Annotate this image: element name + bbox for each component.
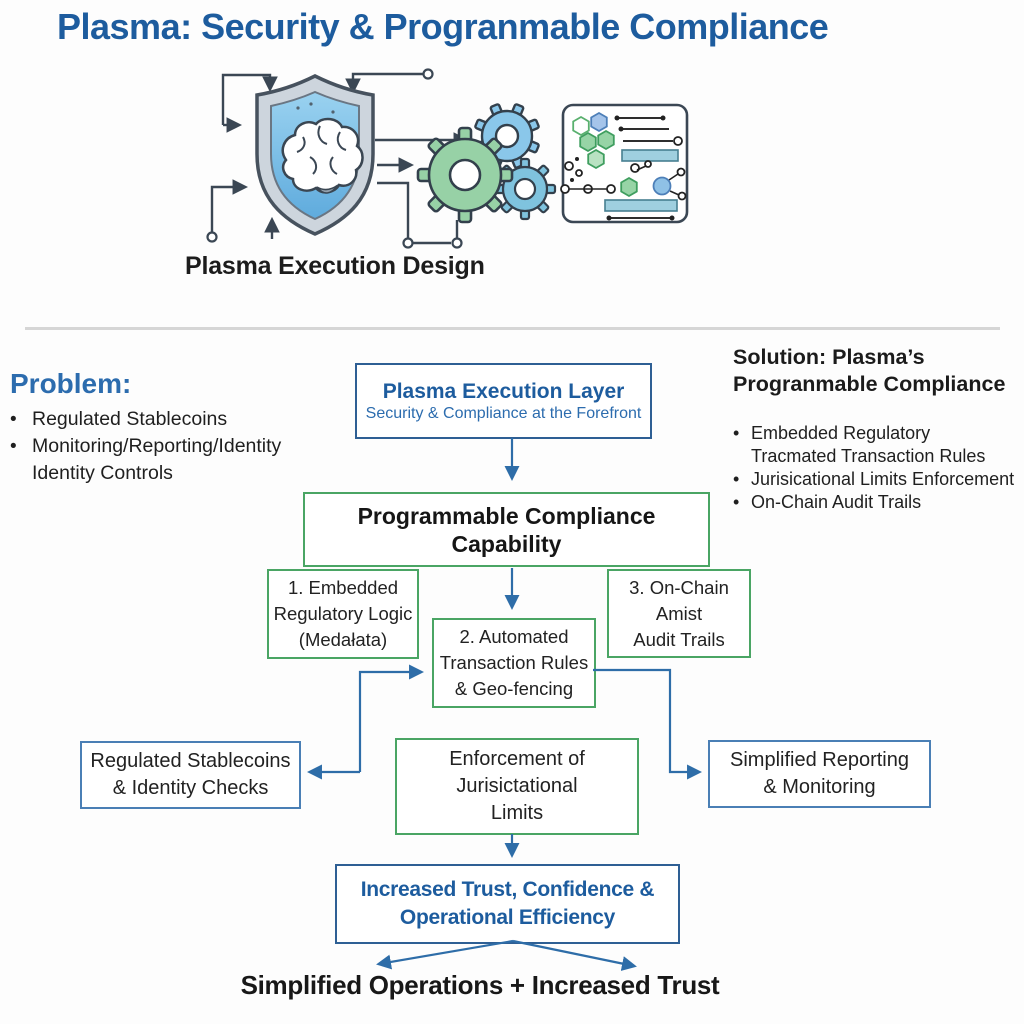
outcome-line: Enforcement of xyxy=(449,748,585,770)
step-line: Amist xyxy=(655,602,703,624)
outcome-line: Jurisictational xyxy=(456,775,578,797)
step-3-box xyxy=(607,569,751,658)
step-1-box xyxy=(267,569,419,659)
outcome-line: & Monitoring xyxy=(763,776,876,798)
footer-text: Simplified Operations + Increased Trust xyxy=(240,970,720,1000)
problem-section xyxy=(10,368,340,487)
bullet-text: Identity Controls xyxy=(32,462,173,484)
arrow-result-right xyxy=(513,941,634,966)
problem-heading: Problem: xyxy=(10,368,132,399)
bullet-dot: • xyxy=(10,409,17,430)
step-line: Transaction Rules xyxy=(439,652,589,673)
outcome-line: Regulated Stablecoins xyxy=(90,750,291,772)
bullet-dot: • xyxy=(733,423,740,443)
problem-bullet xyxy=(10,406,340,433)
solution-bullet xyxy=(733,422,1024,468)
outcome-reporting-box xyxy=(708,740,931,808)
bullet-text: Tracmated Transaction Rules xyxy=(751,446,986,466)
step-line: Regulatory Logic xyxy=(273,603,413,624)
step-line: 2. Automated xyxy=(459,626,569,647)
result-box xyxy=(335,864,680,944)
capability-line: Programmable Compliance xyxy=(357,502,656,529)
section-divider xyxy=(25,327,1000,330)
execution-layer-subtitle: Security & Compliance at the Forefront xyxy=(365,404,642,422)
bullet-text: Embedded Regulatory xyxy=(751,423,931,443)
solution-heading-line: Solution: Plasma’s xyxy=(733,345,925,369)
execution-layer-title: Plasma Execution Layer xyxy=(382,379,625,403)
shield-brain-icon xyxy=(257,76,373,234)
execution-layer-box xyxy=(355,363,652,439)
solution-heading-line: Progranmable Compliance xyxy=(733,372,1006,396)
outcome-line: & Identity Checks xyxy=(112,777,269,799)
bullet-text: Regulated Stablecoins xyxy=(32,408,228,430)
capability-box xyxy=(303,492,710,567)
outcome-line: Limits xyxy=(490,802,544,824)
solution-section xyxy=(733,344,1024,514)
result-line: Operational Efficiency xyxy=(399,906,616,929)
bullet-text: On-Chain Audit Trails xyxy=(751,492,922,512)
problem-bullet xyxy=(10,433,340,487)
solution-bullet-list xyxy=(733,422,1024,514)
bullet-dot: • xyxy=(733,492,740,512)
data-panel-icon xyxy=(561,105,687,222)
bullet-text: Jurisicational Limits Enforcement xyxy=(751,469,1015,489)
step-line: 1. Embedded xyxy=(287,577,399,598)
bullet-dot: • xyxy=(10,436,17,457)
step-line: & Geo-fencing xyxy=(454,678,574,699)
step-line: Audit Trails xyxy=(633,628,725,650)
outcome-line: Simplified Reporting xyxy=(730,749,909,771)
solution-heading xyxy=(733,344,1024,398)
result-line: Increased Trust, Confidence & xyxy=(360,878,655,901)
page-title: Plasma: Security & Progranmable Compliance xyxy=(57,6,829,47)
bullet-dot: • xyxy=(733,469,740,489)
solution-bullet xyxy=(733,468,1024,491)
outcome-enforcement-box xyxy=(395,738,639,835)
step-line: 3. On-Chain xyxy=(629,576,729,598)
hero-caption: Plasma Execution Design xyxy=(185,252,485,280)
problem-bullet-list xyxy=(10,406,340,487)
solution-bullet xyxy=(733,491,1024,514)
outcome-stablecoins-box xyxy=(80,741,301,809)
step-line: (Medałata) xyxy=(298,629,388,650)
bullet-text: Monitoring/Reporting/Identity xyxy=(32,435,282,457)
arrow-result-left xyxy=(379,941,513,964)
capability-line: Capability xyxy=(451,530,562,557)
step-2-box xyxy=(432,618,596,708)
gears-icon xyxy=(418,104,555,222)
